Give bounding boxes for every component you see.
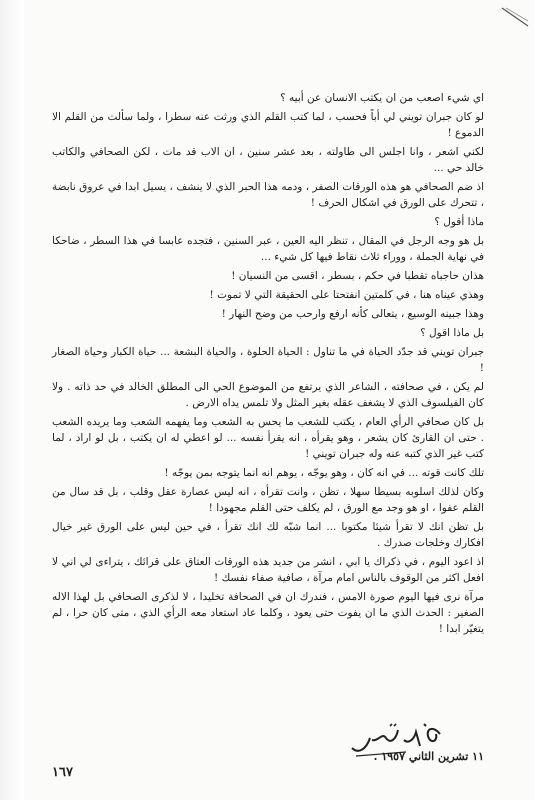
paragraph: وهذا جبينه الوسيع ، يتعالى كأنه ارفع وارحب من وضح النهار ! (221, 308, 484, 320)
paragraph: بل ماذا اقول ؟ (420, 327, 484, 339)
paragraph: وكان لذلك اسلوبه بسيطا سهلا ، تظن ، وانت تقرأه ، انه ليس عصارة عقل وقلب ، بل قد سال من القلم عفوا ، او هو وجد مع الورق ، لم يكلف حتى القلم مجهودا ! (52, 486, 484, 514)
paragraph: هذان حاجباه تقطبا في حكم ، بسطر ، اقسى من النسيان ! (231, 270, 484, 282)
paragraph: وهذي عيناه هنا ، في كلمتين انفتحتا على الحقيقة التي لا تموت ! (209, 289, 484, 301)
paragraph: لكني اشعر ، وانا اجلس الى طاولته ، بعد عشر سنين ، ان الاب قد مات ، لكن الصحافي والكاتب خالد حي ... (52, 146, 484, 174)
paragraph: ماذا أقول ؟ (434, 216, 484, 228)
paragraph: بل تظن انك لا تقرأ شيئا مكتوبا ... انما شبّه لك انك تقرأ ، في حين ليس على الورق غير خيال افكارك وخلجات صدرك . (52, 521, 484, 549)
paragraph: جبران تويني قد جدّد الحياة في ما تناول : الحياة الحلوة ، والحياة البشعة ... حياة الكبار وحياة الصغار ! (52, 346, 484, 374)
corner-fold-mark (500, 6, 530, 28)
paragraph: مرآة نرى فيها اليوم صورة الامس ، فندرك ان في الصحافة تخليدا ، لا لذكرى الصحافي بل لهذا الاله الصغير : الحدث الذي ما ان يفوت حتى يعود ، وكلما عاد استعاد معه الرأي الذي ، متى كان حرا ، لم يتغيّر ابدا ! (52, 591, 484, 635)
paragraph: اذ اعود اليوم ، في ذكراك يا ابي ، انشر من جديد هذه الورقات العتاق على قرائك ، يتراءى لي اني لا افعل اكثر من الوقوف بالناس امام مرآة ، صافية صفاء نفسك ! (52, 556, 484, 584)
paragraph: تلك كانت قوته ... في انه كان ، وهو يوجّه ، يوهم انه انما يتوجه بمن يوجّه ! (164, 467, 484, 479)
paragraph: اذ ضم الصحافي هو هذه الورقات الصفر ، ودمه هذا الحبر الذي لا ينشف ، يسيل ابدا في عروق نابضة ، تتحرك على الورق في اشكال الحرف ! (52, 181, 484, 209)
page-number: ١٦٧ (52, 765, 73, 780)
scan-edge (0, 0, 24, 800)
paragraph: لم يكن ، في صحافته ، الشاعر الذي يرتفع من الموضوع الحي الى المطلق الخالد في حد ذاته . ولا كان الفيلسوف الذي لا يشغف عقله بغير المثل ولا تلمس يداه الارض . (52, 381, 484, 409)
paragraph: لو كان جبران تويني لي أباً فحسب ، لما كتب القلم الذي ورثت عنه سطرا ، ولما سألت من القلم الا الدموع ! (52, 111, 484, 139)
paragraph: بل هو وجه الرجل في المقال ، تنظر اليه العين ، عبر السنين ، فتجده عابسا في هذا السطر ، ضاحكا في نهاية الجملة ، ووراء ثلاث نقاط فيها كل شيء ... (52, 235, 484, 263)
paragraph: اي شيء اصعب من ان يكتب الانسان عن أبيه ؟ (280, 92, 484, 104)
article-body (52, 90, 484, 640)
date-line: ١١ تشرين الثاني ١٩٥٧ . (373, 750, 484, 763)
paragraph: بل كان صحافي الرأي العام ، يكتب للشعب ما يحس به الشعب وما يفهمه الشعب وما يريده الشعب . حتى ان القارئ كان يشعر ، وهو يقرأه ، انه يقرأ نفسه ... لو اعطي له ان يكتب ، بل لو اراد ، لما كتب غير الذي كتبه عنه وله جبران تويني ! (52, 416, 484, 460)
